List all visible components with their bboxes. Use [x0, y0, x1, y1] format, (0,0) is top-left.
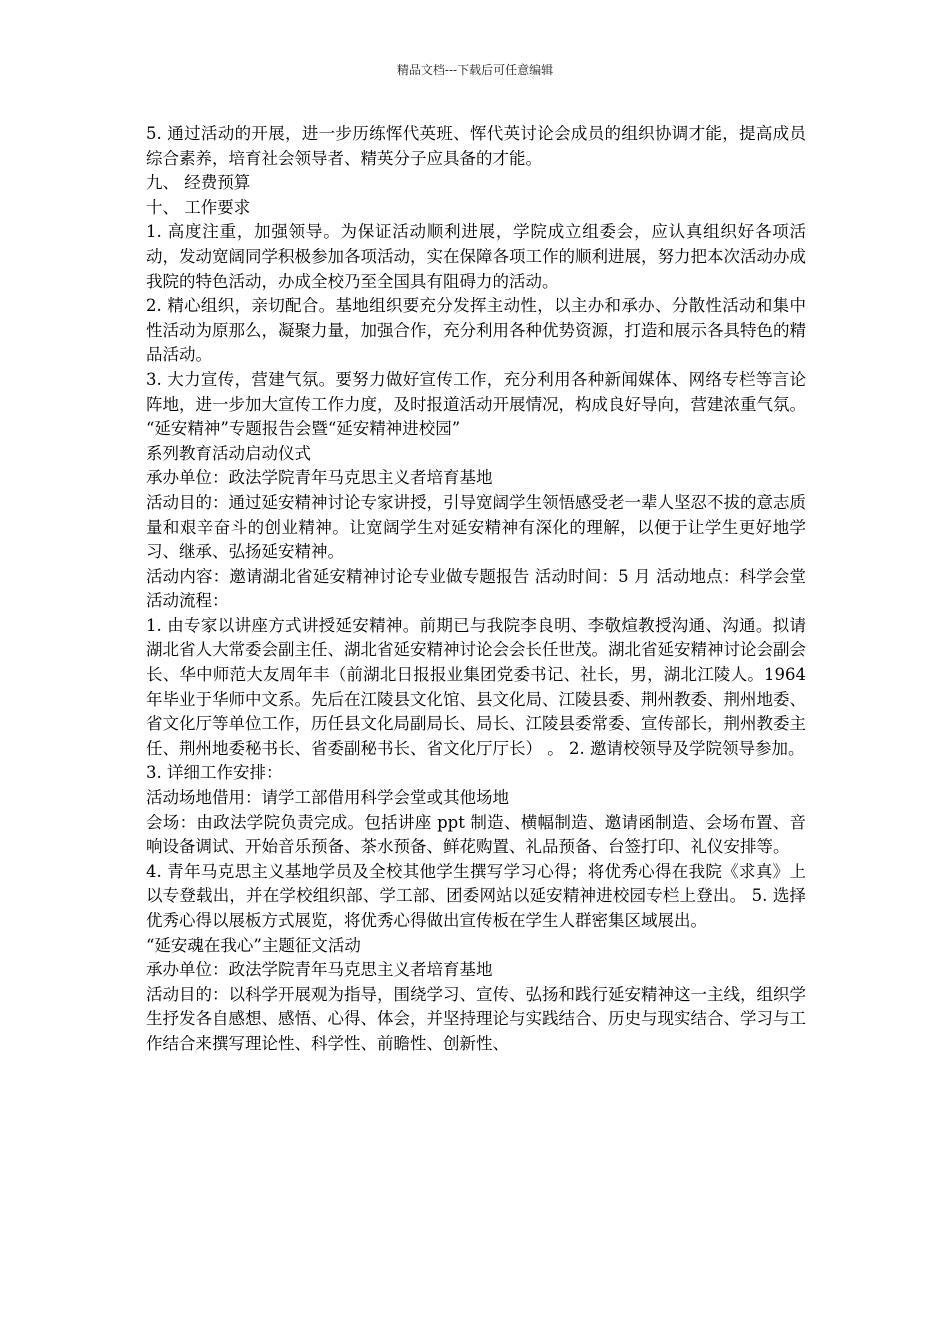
paragraph-goal-5: 5. 通过活动的开展，进一步历练恽代英班、恽代英讨论会成员的组织协调才能，提高成员综合素养，培育社会领导者、精英分子应具备的才能。: [146, 124, 806, 168]
paragraph-requirement-1: 1. 高度注重，加强领导。为保证活动顺利进展，学院成立组委会，应认真组织好各项活动，发动宽阔同学积极参加各项活动，实在保障各项工作的顺利进展，努力把本次活动办成我院的特色活动，办成全校乃至全国具有阻碍力的活动。: [146, 222, 806, 291]
paragraph-requirement-3: 3. 大力宣传，营建气氛。要努力做好宣传工作，充分利用各种新闻媒体、网络专栏等言论阵地，进一步加大宣传工作力度，及时报道活动开展情况，构成良好导向，营建浓重气氛。: [146, 369, 806, 414]
activity-organizer: 承办单位：政法学院青年马克思主义者培育基地: [146, 468, 493, 488]
document-body: [146, 122, 806, 1057]
activity-step-4: 4. 青年马克思主义基地学员及全校其他学生撰写学习心得；将优秀心得在我院《求真》上以专登载出，并在学校组织部、学工部、团委网站以延安精神进校园专栏上登出。 5. 选择优秀心得以展板方式展览，将优秀心得做出宣传板在学生人群密集区域展出。: [146, 861, 806, 930]
activity-venue: 活动场地借用：请学工部借用科学会堂或其他场地: [146, 788, 509, 808]
activity-title-line-2: 系列教育活动启动仪式: [146, 443, 311, 463]
section-heading-requirements: 十、 工作要求: [146, 197, 251, 217]
page-header: 精品文档---下载后可任意编辑: [396, 63, 554, 77]
section-heading-budget: 九、 经费预算: [146, 173, 251, 193]
essay-activity-title: “延安魂在我心”主题征文活动: [146, 935, 361, 955]
activity-hall: 会场：由政法学院负责完成。包括讲座 ppt 制造、横幅制造、邀请函制造、会场布置、音响设备调试、开始音乐预备、茶水预备、鲜花购置、礼品预备、台签打印、礼仪安排等。: [146, 812, 806, 857]
activity-step-1: 1. 由专家以讲座方式讲授延安精神。前期已与我院李良明、李敬煊教授沟通、沟通。拟请湖北省人大常委会副主任、湖北省延安精神讨论会会长任世茂。湖北省延安精神讨论会副会长、华中师范大友周年丰（前湖北日报报业集团党委书记、社长，男，湖北江陵人。1964 年毕业于华师中文系。先后在江陵县文化馆、县文化局、江陵县委、荆州教委、荆州地委、省文化厅等单位工作，历任县文化局副局长、局长、江陵县委常委、宣传部长，荆州教委主任、荆州地委秘书长、省委副秘书长、省文化厅厅长） 。 2. 邀请校领导及学院领导参加。: [146, 615, 806, 758]
activity-title-line-1: “延安精神”专题报告会暨“延安精神进校园”: [146, 419, 461, 439]
activity-content: 活动内容：邀请湖北省延安精神讨论专业做专题报告 活动时间：5 月 活动地点：科学会堂 活动流程：: [146, 566, 806, 611]
activity-step-3: 3. 详细工作安排：: [146, 763, 283, 783]
essay-activity-purpose: 活动目的：以科学开展观为指导，围绕学习、宣传、弘扬和践行延安精神这一主线，组织学生抒发各自感想、感悟、心得、体会，并坚持理论与实践结合、历史与现实结合、学习与工作结合来撰写理论性、科学性、前瞻性、创新性、: [146, 984, 806, 1053]
activity-purpose: 活动目的：通过延安精神讨论专家讲授，引导宽阔学生领悟感受老一辈人坚忍不拔的意志质量和艰辛奋斗的创业精神。让宽阔学生对延安精神有深化的理解，以便于让学生更好地学习、继承、弘扬延安精神。: [146, 492, 806, 562]
paragraph-requirement-2: 2. 精心组织，亲切配合。基地组织要充分发挥主动性，以主办和承办、分散性活动和集中性活动为原那么，凝聚力量，加强合作，充分利用各种优势资源，打造和展示各具特色的精品活动。: [146, 296, 806, 365]
essay-activity-organizer: 承办单位：政法学院青年马克思主义者培育基地: [146, 960, 493, 980]
